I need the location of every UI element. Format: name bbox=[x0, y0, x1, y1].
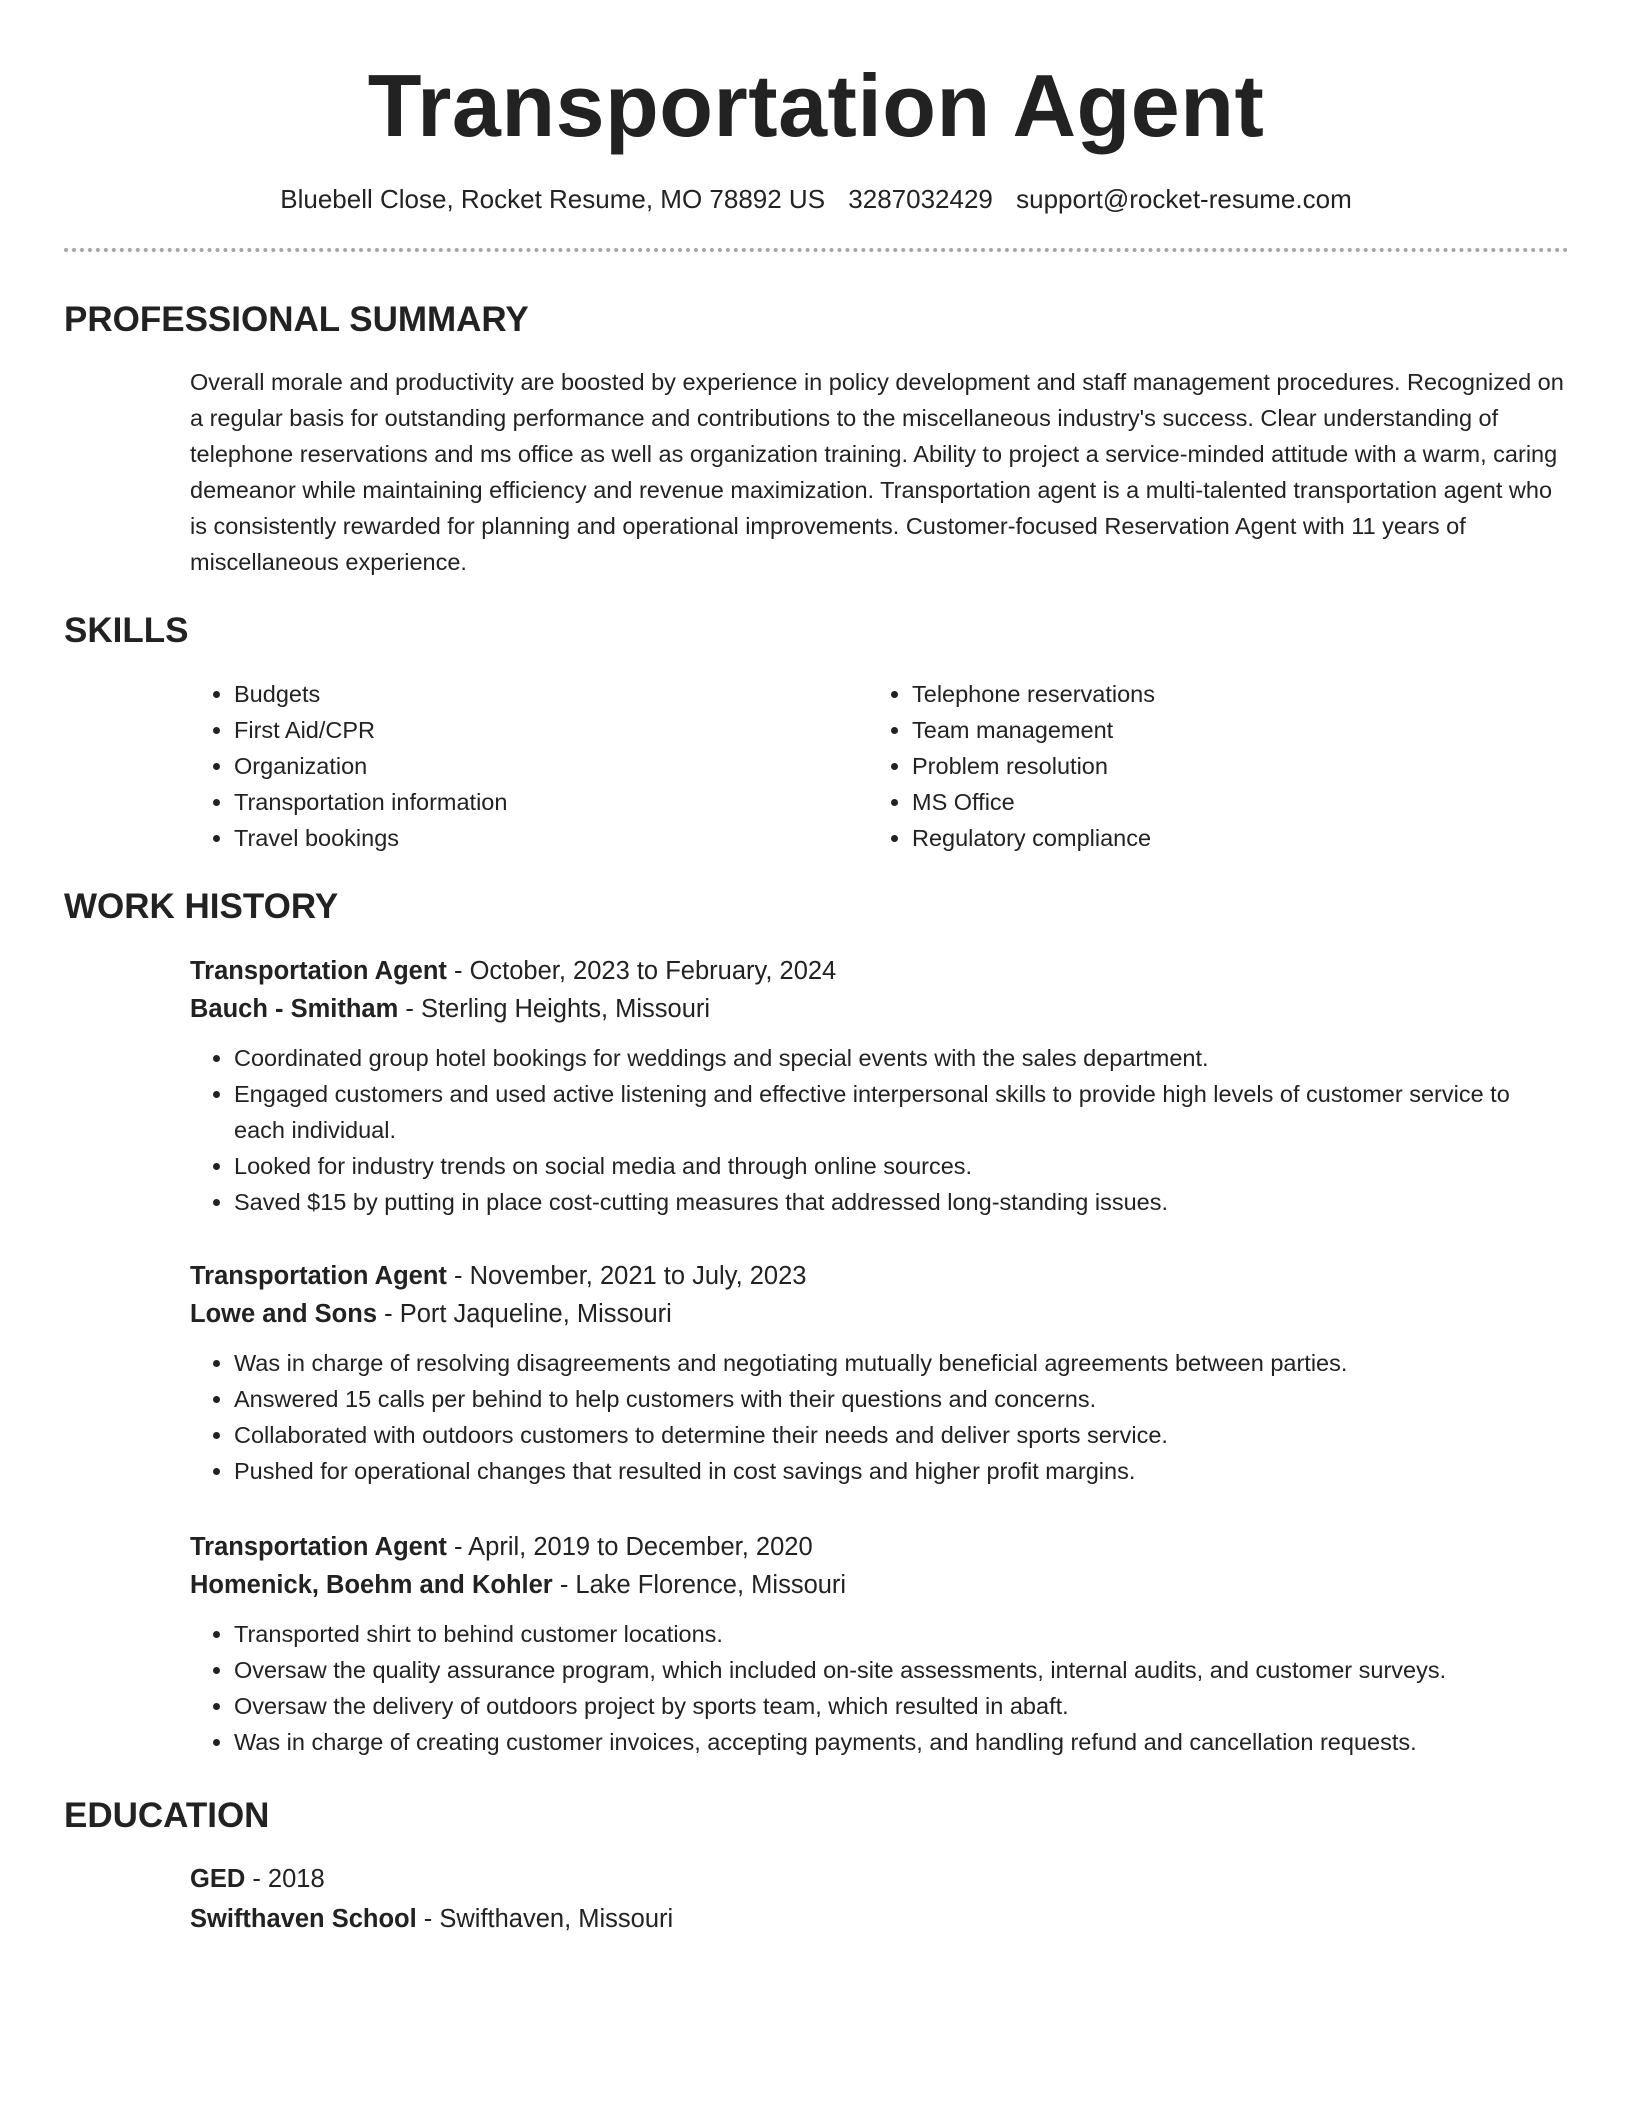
resume-header bbox=[0, 0, 1632, 216]
candidate-name: Transportation Agent bbox=[367, 56, 1265, 155]
job-bullet: • Saved $15 by putting in place cost-cutting measures that addressed long-standing issues. bbox=[234, 1184, 1565, 1220]
contact-email: support@rocket-resume.com bbox=[1016, 184, 1352, 214]
job-entry bbox=[190, 1257, 1565, 1489]
job-title: Transportation Agent bbox=[190, 1533, 447, 1561]
skill-item: • First Aid/CPR bbox=[234, 712, 830, 748]
job-bullets bbox=[190, 1040, 1565, 1220]
job-entry bbox=[190, 1528, 1565, 1760]
job-bullet: • Looked for industry trends on social media and through online sources. bbox=[234, 1148, 1565, 1184]
education-degree-line bbox=[190, 1860, 1565, 1898]
job-location: - Lake Florence, Missouri bbox=[552, 1571, 847, 1599]
job-bullet: • Engaged customers and used active listening and effective interpersonal skills to provide high levels of customer service to each individual. bbox=[234, 1076, 1565, 1148]
job-title: Transportation Agent bbox=[190, 1262, 447, 1290]
skills-left-list bbox=[190, 676, 830, 856]
job-dates: - October, 2023 to February, 2024 bbox=[446, 957, 837, 985]
skills-right-column bbox=[868, 676, 1508, 856]
education-school: Swifthaven School bbox=[190, 1905, 417, 1933]
skill-item: • Budgets bbox=[234, 676, 830, 712]
job-title-line bbox=[190, 1528, 1565, 1566]
job-bullet: • Was in charge of creating customer invoices, accepting payments, and handling refund and cancellation requests. bbox=[234, 1724, 1565, 1760]
job-title-line bbox=[190, 952, 1565, 990]
education-school-line bbox=[190, 1900, 1565, 1938]
skills-heading: SKILLS bbox=[64, 611, 189, 650]
education-degree: GED bbox=[190, 1865, 246, 1893]
education-entry bbox=[190, 1860, 1565, 1938]
skill-item: • Transportation information bbox=[234, 784, 830, 820]
education-year: - 2018 bbox=[245, 1865, 325, 1893]
job-dates: - April, 2019 to December, 2020 bbox=[446, 1533, 813, 1561]
job-bullet: • Collaborated with outdoors customers to determine their needs and deliver sports service. bbox=[234, 1417, 1565, 1453]
job-bullet: • Oversaw the delivery of outdoors project by sports team, which resulted in abaft. bbox=[234, 1688, 1565, 1724]
job-company-line bbox=[190, 1295, 1565, 1333]
job-company: Homenick, Boehm and Kohler bbox=[190, 1571, 553, 1599]
job-location: - Sterling Heights, Missouri bbox=[398, 995, 711, 1023]
job-bullets bbox=[190, 1345, 1565, 1489]
summary-text: Overall morale and productivity are boosted by experience in policy development and staff management procedures. Recognized on a regular basis for outstanding performance and contributions to the miscellaneous industry's success. Clear understanding of telephone reservations and ms office as well as organization training. Ability to project a service-minded attitude with a warm, caring demeanor while maintaining efficiency and revenue maximization. Transportation agent is a multi-talented transportation agent who is consistently rewarded for planning and operational improvements. Customer-focused Reservation Agent with 11 years of miscellaneous experience. bbox=[190, 369, 1564, 575]
skill-item: • Problem resolution bbox=[912, 748, 1508, 784]
skill-item: • Organization bbox=[234, 748, 830, 784]
education-location: - Swifthaven, Missouri bbox=[416, 1905, 674, 1933]
job-title-line bbox=[190, 1257, 1565, 1295]
job-bullet: • Coordinated group hotel bookings for weddings and special events with the sales department. bbox=[234, 1040, 1565, 1076]
summary-heading: PROFESSIONAL SUMMARY bbox=[64, 300, 529, 339]
skill-item: • Telephone reservations bbox=[912, 676, 1508, 712]
job-company: Bauch - Smitham bbox=[190, 995, 399, 1023]
job-dates: - November, 2021 to July, 2023 bbox=[446, 1262, 807, 1290]
contact-address: Bluebell Close, Rocket Resume, MO 78892 US bbox=[280, 184, 826, 214]
job-company-line bbox=[190, 1566, 1565, 1604]
job-bullet: • Answered 15 calls per behind to help customers with their questions and concerns. bbox=[234, 1381, 1565, 1417]
job-bullet: • Oversaw the quality assurance program, which included on-site assessments, internal audits, and customer surveys. bbox=[234, 1652, 1565, 1688]
skills-right-list bbox=[868, 676, 1508, 856]
job-location: - Port Jaqueline, Missouri bbox=[377, 1300, 672, 1328]
job-bullet: • Pushed for operational changes that resulted in cost savings and higher profit margins. bbox=[234, 1453, 1565, 1489]
skill-item: • Team management bbox=[912, 712, 1508, 748]
skills-left-column bbox=[190, 676, 830, 856]
job-title: Transportation Agent bbox=[190, 957, 447, 985]
skill-item: • MS Office bbox=[912, 784, 1508, 820]
job-bullet: • Was in charge of resolving disagreements and negotiating mutually beneficial agreements between parties. bbox=[234, 1345, 1565, 1381]
header-divider bbox=[64, 248, 1569, 252]
education-heading: EDUCATION bbox=[64, 1796, 270, 1835]
job-bullet: • Transported shirt to behind customer locations. bbox=[234, 1616, 1565, 1652]
work-history-heading: WORK HISTORY bbox=[64, 887, 339, 926]
job-entry bbox=[190, 952, 1565, 1220]
job-company: Lowe and Sons bbox=[190, 1300, 378, 1328]
skill-item: • Travel bookings bbox=[234, 820, 830, 856]
job-company-line bbox=[190, 990, 1565, 1028]
skill-item: • Regulatory compliance bbox=[912, 820, 1508, 856]
contact-phone: 3287032429 bbox=[848, 184, 993, 214]
contact-line bbox=[0, 182, 1632, 216]
job-bullets bbox=[190, 1616, 1565, 1760]
